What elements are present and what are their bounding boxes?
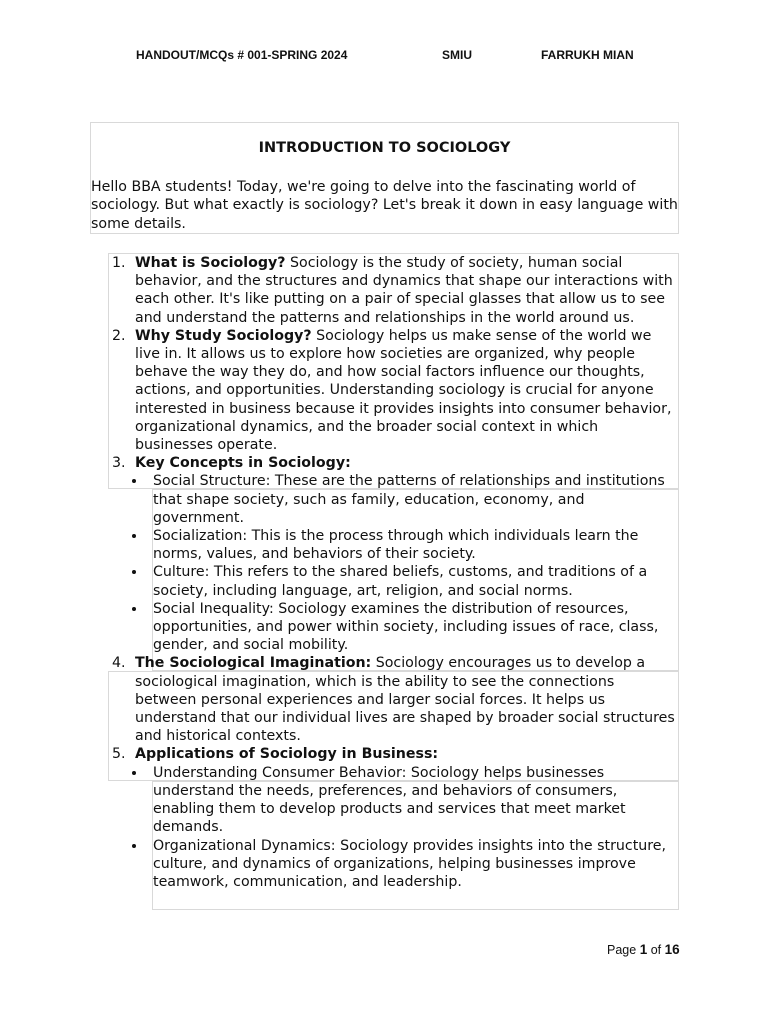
header-course-label: HANDOUT/MCQs # 001-SPRING 2024	[136, 48, 348, 62]
bullet-text: Understanding Consumer Behavior: Sociology helps businesses understand the needs, preferences, and behaviors of consumers, enabling them to develop products and services that meet market demands.	[153, 764, 626, 836]
bullet-list-key-concepts	[125, 472, 679, 654]
bullet-item	[125, 837, 679, 892]
item-heading: The Sociological Imagination:	[135, 655, 372, 672]
page-header	[0, 48, 768, 64]
of-label: of	[650, 943, 662, 957]
bullet-item	[125, 764, 679, 837]
item-number: 4.	[112, 655, 126, 672]
item-text: Sociology helps us make sense of the world we live in. It allows us to explore how societies are organized, why people behave the way they do, and how social factors influence our thoughts, actions, and opportunities. Understanding sociology is crucial for anyone interested in business because it provides insights into consumer behavior, organizational dynamics, and the broader social context in which businesses operate.	[135, 327, 672, 454]
list-item-why-study-sociology	[108, 327, 679, 454]
bullet-text: Organizational Dynamics: Sociology provides insights into the structure, culture, and dynamics of organizations, helping businesses improve teamwork, communication, and leadership.	[153, 837, 667, 890]
item-number: 5.	[112, 746, 126, 763]
page-label: Page	[607, 943, 637, 957]
item-text: Sociology is the study of society, human social behavior, and the structures and dynamics that shape our interactions with each other. It's like putting on a pair of special glasses that allow us to see and understand the patterns and relationships in the world around us.	[135, 255, 673, 326]
bullet-icon	[132, 534, 136, 538]
header-author: FARRUKH MIAN	[541, 48, 634, 62]
bullet-icon	[132, 570, 136, 574]
item-heading: Key Concepts in Sociology:	[135, 455, 351, 472]
item-number: 1.	[112, 255, 126, 271]
bullet-icon	[132, 771, 136, 775]
bullet-list-applications	[125, 764, 679, 891]
bullet-text: Social Inequality: Sociology examines the distribution of resources, opportunities, and power within society, including issues of race, class, gender, and social mobility.	[153, 600, 659, 654]
list-item-key-concepts	[108, 454, 679, 472]
bullet-icon	[132, 479, 136, 483]
bullet-text: Socialization: This is the process through which individuals learn the norms, values, and behaviors of their society.	[153, 528, 639, 563]
page-number: 1	[639, 942, 648, 957]
item-heading: What is Sociology?	[135, 255, 286, 271]
bullet-text: Culture: This refers to the shared beliefs, customs, and traditions of a society, including language, art, religion, and social norms.	[153, 564, 648, 599]
document-title: INTRODUCTION TO SOCIOLOGY	[258, 140, 511, 156]
intro-paragraph: Hello BBA students! Today, we're going to delve into the fascinating world of sociology. But what exactly is sociology? Let's break it down in easy language with some details.	[91, 179, 678, 232]
bullet-text: Social Structure: These are the patterns of relationships and institutions that shape society, such as family, education, economy, and government.	[153, 473, 665, 526]
bullet-icon	[132, 607, 136, 611]
bullet-item	[125, 600, 679, 655]
bullet-item	[125, 472, 679, 527]
bullet-item	[125, 563, 679, 599]
total-pages: 16	[664, 942, 680, 957]
item-number: 3.	[112, 455, 126, 472]
bullet-icon	[132, 844, 136, 848]
bullet-item	[125, 527, 679, 563]
item-heading: Why Study Sociology?	[135, 327, 312, 344]
numbered-list	[108, 254, 679, 891]
item-text: Sociology encourages us to develop a sociological imagination, which is the ability to see the connections between personal experiences and larger social forces. It helps us understand that our individual lives are shaped by broader social structures and historical contexts.	[135, 655, 675, 745]
list-item-sociological-imagination	[108, 654, 679, 745]
item-number: 2.	[112, 327, 126, 344]
item-heading: Applications of Sociology in Business:	[135, 746, 439, 763]
list-item-applications-in-business	[108, 745, 679, 763]
header-institution: SMIU	[442, 48, 472, 62]
list-item-what-is-sociology	[108, 254, 679, 327]
page-footer	[607, 942, 680, 957]
